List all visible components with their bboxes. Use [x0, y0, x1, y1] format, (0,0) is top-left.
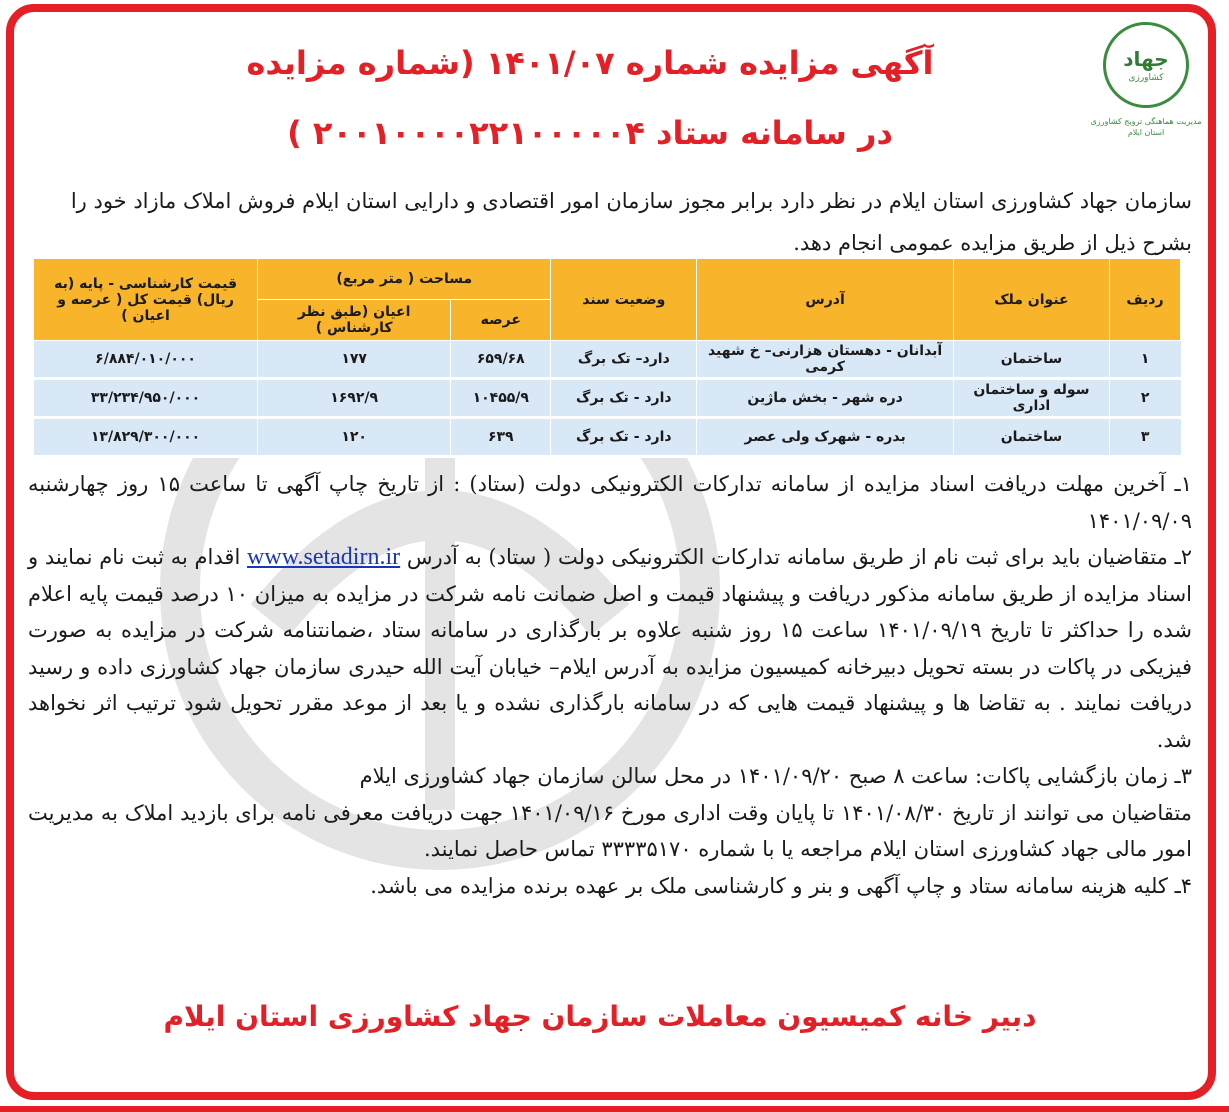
- cell-title: ساختمان: [953, 418, 1109, 457]
- cell-land: ۶۵۹/۶۸: [451, 341, 551, 379]
- page-title-line1: آگهی مزایده شماره ۱۴۰۱/۰۷ (شماره مزایده: [246, 44, 934, 82]
- term-4: ۴ـ کلیه هزینه سامانه ستاد و چاپ آگهی و بنر و کارشناسی ملک بر عهده برنده مزایده می باشد.: [370, 873, 1192, 898]
- logo-name: جهاد: [1123, 47, 1169, 71]
- cell-doc: دارد - تک برگ: [551, 379, 697, 418]
- logo-caption: مدیریت هماهنگی ترویج کشاورزی استان ایلام: [1090, 117, 1202, 137]
- logo-sub: کشاورزی: [1128, 73, 1164, 83]
- col-title: عنوان ملک: [953, 259, 1109, 341]
- logo-emblem: [1103, 22, 1189, 108]
- cell-doc: دارد - تک برگ: [551, 418, 697, 457]
- table-row: [34, 379, 1181, 418]
- cell-address: دره شهر - بخش ماژین: [697, 379, 954, 418]
- cell-num: ۱: [1109, 341, 1180, 379]
- page-title-line2: در سامانه ستاد ۲۰۰۱۰۰۰۰۲۲۱۰۰۰۰۰۴ ): [287, 114, 893, 152]
- term-2-after: اقدام به ثبت نام نمایند و اسناد مزایده از طریق سامانه مذکور دریافت و پیشنهاد قیمت و اصل ضمانت نامه شرکت در مزایده به میزان ۱۰ درصد قیمت پایه اعلام شده را حداکثر تا تاریخ ۱۴۰۱/۰۹/۱۹ ساعت ۱۵ روز شنبه علاوه بر بارگذاری در سامانه ستاد ،ضمانتنامه شرکت در مزایده به صورت فیزیکی در پاکات در بسته تحویل دبیرخانه کمیسیون مزایده به آدرس ایلام– خیابان آیت الله حیدری سازمان جهاد کشاورزی داده و رسید دریافت نمایند . به تقاضا ها و پیشنهاد قیمت هایی که در سامانه بارگذاری نشده و یا بعد از موعد مقرر تحویل شود ترتیب اثر نخواهد شد.: [28, 545, 1192, 752]
- cell-title: ساختمان: [953, 341, 1109, 379]
- col-doc-status: وضعیت سند: [551, 259, 697, 341]
- col-address: آدرس: [697, 259, 954, 341]
- table-row: [34, 341, 1181, 379]
- term-1: ۱ـ آخرین مهلت دریافت اسناد مزایده از سامانه تدارکات الکترونیکی دولت (ستاد) : از تاریخ چاپ آگهی تا ساعت ۱۵ روز چهارشنبه ۱۴۰۱/۰۹/۰۹: [28, 472, 1192, 533]
- footer-signature: دبیر خانه کمیسیون معاملات سازمان جهاد کشاورزی استان ایلام: [163, 1000, 1037, 1033]
- terms-section: [28, 466, 1192, 904]
- intro-paragraph: سازمان جهاد کشاورزی استان ایلام در نظر دارد برابر مجوز سازمان امور اقتصادی و دارایی استان ایلام فروش املاک مازاد خود را بشرح ذیل از طریق مزایده عمومی انجام دهد.: [70, 189, 1192, 255]
- col-row-num: ردیف: [1109, 259, 1180, 341]
- col-land: عرصه: [451, 300, 551, 341]
- cell-building: ۱۷۷: [258, 341, 451, 379]
- setad-link[interactable]: www.setadirn.ir: [247, 544, 401, 570]
- cell-title: سوله و ساختمان اداری: [953, 379, 1109, 418]
- col-price: قیمت کارشناسی - پایه (به ریال) قیمت کل ( عرصه و اعیان ): [34, 259, 258, 341]
- jahad-logo: [1081, 22, 1211, 172]
- cell-land: ۱۰۴۵۵/۹: [451, 379, 551, 418]
- term-3-visit: متقاضیان می توانند از تاریخ ۱۴۰۱/۰۸/۳۰ تا پایان وقت اداری مورخ ۱۴۰۱/۰۹/۱۶ جهت دریافت معرفی نامه برای بازدید املاک به مدیریت امور مالی جهاد کشاورزی استان ایلام مراجعه یا با شماره ۳۳۳۳۵۱۷۰ تماس حاصل نمایند.: [28, 800, 1192, 861]
- cell-land: ۶۳۹: [451, 418, 551, 457]
- term-3: ۳ـ زمان بازگشایی پاکات: ساعت ۸ صبح ۱۴۰۱/۰۹/۲۰ در محل سالن سازمان جهاد کشاورزی ایلام: [359, 764, 1192, 788]
- cell-building: ۱۲۰: [258, 418, 451, 457]
- cell-num: ۳: [1109, 418, 1180, 457]
- cell-num: ۲: [1109, 379, 1180, 418]
- cell-address: بدره - شهرک ولی عصر: [697, 418, 954, 457]
- term-2: [28, 539, 1192, 758]
- cell-building: ۱۶۹۲/۹: [258, 379, 451, 418]
- property-table: [33, 258, 1181, 458]
- cell-price: ۶/۸۸۴/۰۱۰/۰۰۰: [34, 341, 258, 379]
- col-area-group: مساحت ( متر مربع): [258, 259, 551, 300]
- bottom-stripe: [0, 1106, 1229, 1112]
- table-row: [34, 418, 1181, 457]
- col-building: اعیان (طبق نظر کارشناس ): [258, 300, 451, 341]
- term-2-before: ۲ـ متقاضیان باید برای ثبت نام از طریق سامانه تدارکات الکترونیکی دولت ( ستاد) به آدرس: [406, 545, 1193, 569]
- cell-doc: دارد– تک برگ: [551, 341, 697, 379]
- cell-price: ۳۳/۲۳۴/۹۵۰/۰۰۰: [34, 379, 258, 418]
- cell-address: آبدانان - دهستان هزارنی– خ شهید کرمی: [697, 341, 954, 379]
- cell-price: ۱۳/۸۲۹/۳۰۰/۰۰۰: [34, 418, 258, 457]
